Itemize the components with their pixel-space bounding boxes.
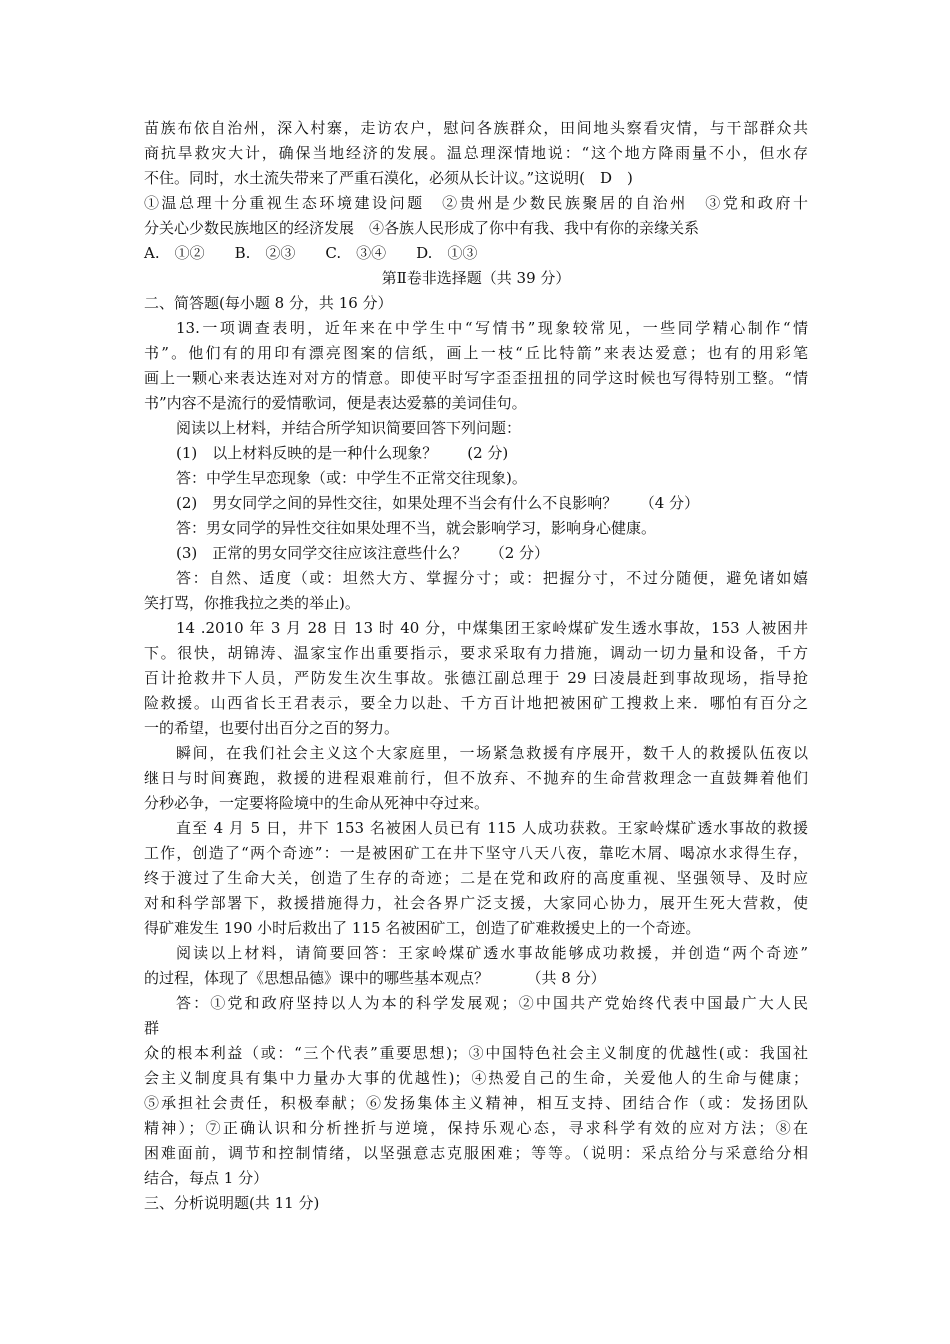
- text-line: 众的根本利益（或：“三个代表”重要思想)；③中国特色社会主义制度的优越性(或：我国社: [144, 1044, 808, 1062]
- answer-2: 答：男女同学的异性交往如果处理不当，就会影响学习，影响身心健康。: [176, 519, 657, 537]
- paragraph-line: 直至 4 月 5 日，井下 153 名被困人员已有 115 人成功获救。王家岭煤矿透水事故的救援: [176, 819, 808, 837]
- text-line: 画上一颗心来表达连对对方的情意。即使平时写字歪歪扭扭的同学这时候也写得特别工整。“情: [144, 369, 808, 387]
- answer-1: 答：中学生早恋现象（或：中学生不正常交往现象)。: [176, 469, 527, 487]
- text-line: 险救援。山西省长王君表示，要全力以赴、千方百计地把被困矿工搜救上来．哪怕有百分之: [144, 694, 808, 712]
- text-line: 工作，创造了“两个奇迹”：一是被困矿工在井下坚守八天八夜，靠吃木屑、喝凉水求得生存，: [144, 844, 808, 862]
- text-line: 苗族布依自治州，深入村寨，走访农户，慰问各族群众，田间地头察看灾情，与干部群众共: [144, 119, 808, 137]
- section-heading: 三、分析说明题(共 11 分): [144, 1194, 320, 1212]
- answer-choices: A. ①② B. ②③ C. ③④ D. ①③: [144, 244, 478, 262]
- text-line: 精神）；⑦正确认识和分析挫折与逆境，保持乐观心态，寻求科学有效的应对方法；⑧在: [144, 1119, 808, 1137]
- question-14: 14 .2010 年 3 月 28 日 13 时 40 分，中煤集团王家岭煤矿发生透水事故，153 人被困井: [176, 619, 808, 637]
- text-line: 群: [144, 1019, 160, 1037]
- text-line: 对和科学部署下，救援措施得力，社会各界广泛支援，大家同心协力，展开生死大营救，使: [144, 894, 808, 912]
- text-line: 商抗旱救灾大计，确保当地经济的发展。温总理深情地说：“这个地方降雨量不小，但水存: [144, 144, 808, 162]
- sub-question-3: (3) 正常的男女同学交往应该注意些什么？ （2 分）: [176, 544, 550, 562]
- text-line: 终于渡过了生命大关，创造了生存的奇迹；二是在党和政府的高度重视、坚强领导、及时应: [144, 869, 808, 887]
- paragraph-line: 瞬间，在我们社会主义这个大家庭里，一场紧急救援有序展开，数千人的救援队伍夜以: [176, 744, 808, 762]
- text-line: 分秒必争，一定要将险境中的生命从死神中夺过来。: [144, 794, 490, 812]
- text-line: 的过程，体现了《思想品德》课中的哪些基本观点？ （共 8 分）: [144, 969, 606, 987]
- instruction: 阅读以上材料，并结合所学知识简要回答下列问题：: [176, 419, 522, 437]
- sub-question-2: (2) 男女同学之间的异性交往，如果处理不当会有什么不良影响？ （4 分）: [176, 494, 700, 512]
- answer-14: 答：①党和政府坚持以人为本的科学发展观；②中国共产党始终代表中国最广大人民: [176, 994, 808, 1012]
- question-14-prompt: 阅读以上材料，请简要回答：王家岭煤矿透水事故能够成功救援，并创造“两个奇迹”: [176, 944, 808, 962]
- question-12-stem: 不住。同时，水土流失带来了严重石漠化，必须从长计议。”这说明( D ): [144, 169, 633, 187]
- text-line: 得矿难发生 190 小时后救出了 115 名被困矿工，创造了矿难救援史上的一个奇迹。: [144, 919, 701, 937]
- text-line: 结合，每点 1 分）: [144, 1169, 269, 1187]
- text-line: 继日与时间赛跑，救援的进程艰难前行，但不放弃、不抛弃的生命营救理念一直鼓舞着他们: [144, 769, 808, 787]
- text-line: ⑤承担社会责任，积极奉献；⑥发扬集体主义精神，相互支持、团结合作（或：发扬团队: [144, 1094, 808, 1112]
- sub-question-1: (1) 以上材料反映的是一种什么现象？ (2 分): [176, 444, 509, 462]
- text-line: 困难面前，调节和控制情绪，以坚强意志克服困难；等等。（说明：采点给分与采意给分相: [144, 1144, 808, 1162]
- text-line: 书”内容不是流行的爱情歌词，便是表达爱慕的美词佳句。: [144, 394, 527, 412]
- question-13: 13.一项调查表明，近年来在中学生中“写情书”现象较常见，一些同学精心制作“情: [176, 319, 808, 337]
- answer-3: 答：自然、适度（或：坦然大方、掌握分寸；或：把握分寸，不过分随便，避免诸如嬉: [176, 569, 808, 587]
- text-line: 一的希望，也要付出百分之百的努力。: [144, 719, 400, 737]
- option-statements: 分关心少数民族地区的经济发展 ④各族人民形成了你中有我、我中有你的亲缘关系: [144, 219, 700, 237]
- section-title: 第Ⅱ卷非选择题（共 39 分）: [381, 269, 571, 287]
- text-line: 下。很快，胡锦涛、温家宝作出重要指示，要求采取有力措施，调动一切力量和设备，千方: [144, 644, 808, 662]
- option-statements: ①温总理十分重视生态环境建设问题 ②贵州是少数民族聚居的自治州 ③党和政府十: [144, 194, 808, 212]
- text-line: 书”。他们有的用印有漂亮图案的信纸，画上一枝“丘比特箭”来表达爱意；也有的用彩笔: [144, 344, 808, 362]
- text-line: 笑打骂，你推我拉之类的举止)。: [144, 594, 360, 612]
- text-line: 会主义制度具有集中力量办大事的优越性)；④热爱自己的生命，关爱他人的生命与健康；: [144, 1069, 808, 1087]
- text-line: 百计抢救井下人员，严防发生次生事故。张德江副总理于 29 曰凌晨赶到事故现场，指导抢: [144, 669, 808, 687]
- section-heading: 二、简答题(每小题 8 分，共 16 分）: [144, 294, 393, 312]
